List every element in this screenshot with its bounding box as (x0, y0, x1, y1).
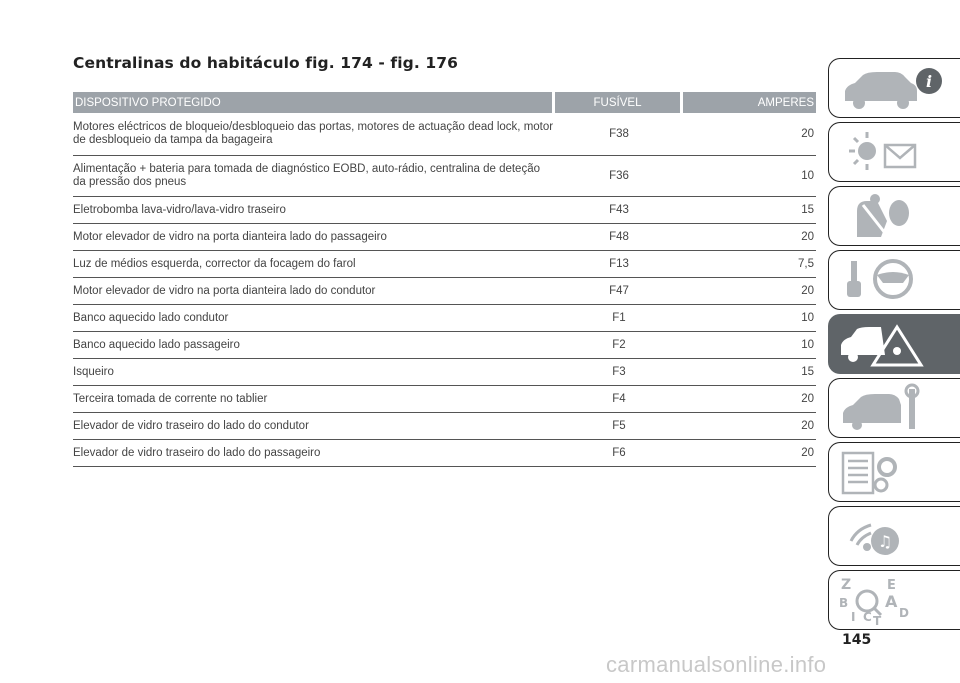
tab-warning-lights[interactable] (828, 122, 960, 182)
cell-device: Isqueiro (73, 365, 114, 378)
car-info-icon (837, 63, 957, 115)
watermark: carmanualsonline.info (606, 652, 827, 677)
tab-emergency[interactable] (828, 314, 960, 374)
cell-amps: 20 (801, 420, 814, 432)
cell-device: Eletrobomba lava-vidro/lava-vidro traseiro (73, 203, 286, 216)
cell-amps: 10 (801, 339, 814, 351)
cell-device: Terceira tomada de corrente no tablier (73, 392, 268, 405)
table-row (73, 156, 816, 197)
table-row (73, 386, 816, 413)
table-row (73, 413, 816, 440)
cell-device: Banco aquecido lado condutor (73, 311, 229, 324)
table-row (73, 224, 816, 251)
cell-fuse: F1 (612, 312, 626, 324)
warning-lights-message-icon (837, 127, 957, 179)
svg-text:♫: ♫ (877, 532, 893, 551)
header-amps: AMPERES (683, 92, 816, 113)
cell-amps: 20 (801, 128, 814, 140)
cell-amps: 10 (801, 170, 814, 182)
index-letter-c: C (863, 610, 872, 624)
index-letter-i: I (851, 610, 856, 624)
car-maintenance-icon (837, 383, 957, 435)
car-breakdown-warning-icon (837, 319, 957, 371)
alphabetical-index-icon (837, 575, 957, 627)
tab-starting-driving[interactable] (828, 250, 960, 310)
cell-amps: 20 (801, 285, 814, 297)
page-title: Centralinas do habitáculo fig. 174 - fig. 176 (73, 54, 458, 72)
multimedia-icon (837, 511, 957, 563)
table-row (73, 359, 816, 386)
cell-device: Motores eléctricos de bloqueio/desbloqueio das portas, motores de actuação dead lock, motor de desbloqueio da tampa da bagageira (73, 121, 554, 146)
tab-technical-data[interactable] (828, 442, 960, 502)
table-row (73, 251, 816, 278)
page-number: 145 (842, 632, 872, 648)
table-row (73, 305, 816, 332)
tab-maintenance[interactable] (828, 378, 960, 438)
cell-fuse: F13 (609, 258, 629, 270)
svg-text:i: i (925, 72, 933, 91)
seatbelt-airbag-icon (837, 191, 957, 243)
cell-amps: 20 (801, 231, 814, 243)
cell-fuse: F6 (612, 447, 626, 459)
tab-index[interactable] (828, 570, 960, 630)
tab-car-info[interactable] (828, 58, 960, 118)
table-row (73, 440, 816, 467)
table-row (73, 113, 816, 156)
table-body (73, 113, 816, 467)
cell-amps: 10 (801, 312, 814, 324)
cell-fuse: F5 (612, 420, 626, 432)
cell-fuse: F3 (612, 366, 626, 378)
index-letter-d: D (899, 606, 909, 620)
cell-device: Motor elevador de vidro na porta dianteira lado do condutor (73, 284, 376, 297)
cell-amps: 15 (801, 366, 814, 378)
header-device: DISPOSITIVO PROTEGIDO (73, 92, 552, 113)
cell-amps: 15 (801, 204, 814, 216)
cell-device: Motor elevador de vidro na porta dianteira lado do passageiro (73, 230, 387, 243)
cell-fuse: F4 (612, 393, 626, 405)
cell-device: Alimentação + bateria para tomada de diagnóstico EOBD, auto-rádio, centralina de deteção da pressão dos pneus (73, 163, 540, 188)
cell-amps: 20 (801, 447, 814, 459)
cell-fuse: F47 (609, 285, 629, 297)
index-letter-a: A (885, 592, 898, 611)
cell-fuse: F2 (612, 339, 626, 351)
technical-data-icon (837, 447, 957, 499)
index-letter-t: T (873, 614, 882, 627)
cell-amps: 7,5 (798, 258, 814, 270)
cell-device: Elevador de vidro traseiro do lado do condutor (73, 419, 309, 432)
fuse-table (73, 92, 816, 467)
cell-fuse: F36 (609, 170, 629, 182)
table-header (73, 92, 816, 113)
index-letter-z: Z (841, 577, 852, 593)
cell-fuse: F48 (609, 231, 629, 243)
cell-amps: 20 (801, 393, 814, 405)
header-fuse: FUSÍVEL (555, 92, 680, 113)
cell-device: Luz de médios esquerda, corrector da focagem do farol (73, 257, 356, 270)
tab-multimedia[interactable] (828, 506, 960, 566)
cell-device: Elevador de vidro traseiro do lado do passageiro (73, 446, 321, 459)
table-row (73, 332, 816, 359)
index-letter-b: B (839, 596, 849, 610)
cell-fuse: F43 (609, 204, 629, 216)
tab-safety[interactable] (828, 186, 960, 246)
cell-device: Banco aquecido lado passageiro (73, 338, 240, 351)
table-row (73, 197, 816, 224)
index-letter-e: E (887, 578, 896, 593)
cell-fuse: F38 (609, 128, 629, 140)
table-row (73, 278, 816, 305)
key-steering-wheel-icon (837, 255, 957, 307)
